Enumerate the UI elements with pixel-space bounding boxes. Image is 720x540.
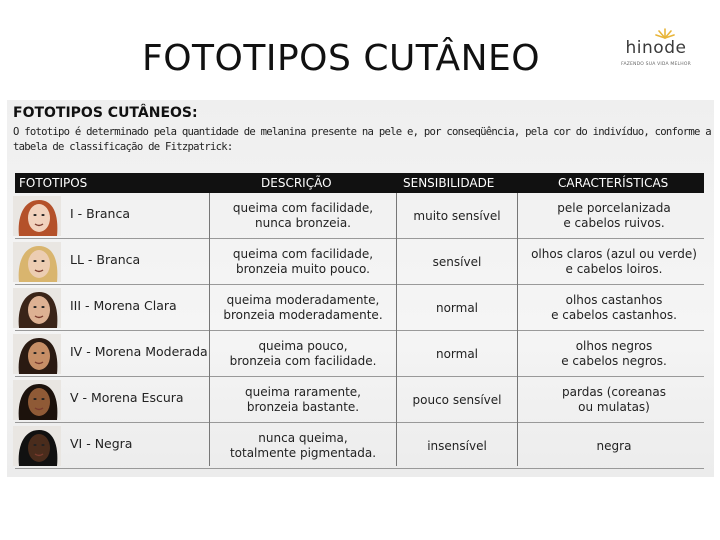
portrait-photo	[13, 380, 61, 420]
description-cell	[210, 423, 396, 469]
characteristics-cell	[519, 377, 709, 423]
table-row	[7, 331, 714, 377]
description-cell-line: nunca bronzeia.	[255, 216, 351, 230]
description-cell-line: queima raramente,	[245, 385, 361, 399]
description-cell-line: queima com facilidade,	[232, 247, 374, 261]
sensitivity-cell	[397, 377, 517, 423]
sensitivity-cell-line: insensível	[427, 438, 487, 453]
characteristics-cell-line: e cabelos castanhos.	[551, 308, 677, 322]
table-header	[15, 173, 704, 193]
description-cell-line: bronzeia moderadamente.	[223, 308, 383, 322]
portrait-photo	[13, 288, 61, 328]
brand-logo	[620, 28, 710, 72]
fototipo-label: III - Morena Clara	[70, 298, 177, 313]
description-cell-line: bronzeia bastante.	[246, 400, 360, 414]
intro-line-2: tabela de classificação de Fitzpatrick:	[13, 141, 233, 153]
characteristics-cell-line: e cabelos loiros.	[565, 262, 663, 276]
table-row	[7, 239, 714, 285]
sensitivity-cell-line: pouco sensível	[412, 392, 502, 407]
header-fototipos: FOTOTIPOS	[19, 176, 88, 190]
header-descricao: DESCRIÇÃO	[261, 176, 332, 190]
sensitivity-cell	[397, 239, 517, 285]
description-cell	[210, 331, 396, 377]
description-cell-line: totalmente pigmentada.	[229, 446, 377, 460]
description-cell	[210, 193, 396, 239]
characteristics-cell	[519, 285, 709, 331]
sensitivity-cell-line: sensível	[432, 254, 482, 269]
brand-name: hinode	[625, 38, 687, 58]
sensitivity-cell	[397, 423, 517, 469]
portrait-photo	[13, 196, 61, 236]
table-row	[7, 423, 714, 469]
characteristics-cell-line: olhos castanhos	[565, 293, 663, 307]
sensitivity-cell-line: normal	[435, 346, 479, 361]
description-cell-line: queima moderadamente,	[226, 293, 380, 307]
column-divider	[209, 193, 210, 466]
description-cell	[210, 239, 396, 285]
fototipo-label: VI - Negra	[70, 436, 133, 451]
sensitivity-cell	[397, 331, 517, 377]
brand-tagline: FAZENDO SUA VIDA MELHOR	[621, 62, 691, 67]
portrait-photo	[13, 426, 61, 466]
fototipo-label: IV - Morena Moderada	[70, 344, 208, 359]
panel-heading: FOTOTIPOS CUTÂNEOS:	[13, 105, 198, 121]
characteristics-cell	[519, 423, 709, 469]
characteristics-cell-line: pardas (coreanas	[562, 385, 666, 399]
characteristics-cell-line: ou mulatas)	[578, 400, 650, 414]
sensitivity-cell	[397, 193, 517, 239]
row-divider	[15, 468, 704, 469]
slide-title: FOTOTIPOS CUTÂNEO	[142, 38, 541, 79]
description-cell	[210, 377, 396, 423]
header-sensibilidade: SENSIBILIDADE	[403, 176, 495, 190]
fototipo-label: V - Morena Escura	[70, 390, 184, 405]
characteristics-cell-line: e cabelos negros.	[561, 354, 667, 368]
description-cell-line: nunca queima,	[258, 431, 348, 445]
characteristics-cell-line: negra	[596, 438, 632, 453]
description-cell-line: queima pouco,	[258, 339, 348, 353]
fototipo-label: LL - Branca	[70, 252, 141, 267]
description-cell	[210, 285, 396, 331]
characteristics-cell	[519, 331, 709, 377]
characteristics-cell	[519, 239, 709, 285]
table-row	[7, 285, 714, 331]
sensitivity-cell-line: normal	[435, 300, 479, 315]
sensitivity-cell-line: muito sensível	[413, 208, 501, 223]
column-divider	[396, 193, 397, 466]
fototipos-panel	[7, 100, 714, 477]
table-row	[7, 377, 714, 423]
description-cell-line: bronzeia com facilidade.	[229, 354, 377, 368]
characteristics-cell-line: olhos negros	[575, 339, 653, 353]
characteristics-cell-line: pele porcelanizada	[557, 201, 671, 215]
table-row	[7, 193, 714, 239]
panel-intro	[13, 125, 713, 155]
fototipo-label: I - Branca	[70, 206, 130, 221]
header-caracteristicas: CARACTERÍSTICAS	[558, 176, 669, 190]
characteristics-cell-line: e cabelos ruivos.	[563, 216, 665, 230]
portrait-photo	[13, 334, 61, 374]
intro-line-1: O fototipo é determinado pela quantidade de melanina presente na pele e, por conseqüência, pela cor do indivíduo, conforme a	[13, 126, 711, 138]
description-cell-line: queima com facilidade,	[232, 201, 374, 215]
characteristics-cell	[519, 193, 709, 239]
portrait-photo	[13, 242, 61, 282]
column-divider	[517, 193, 518, 466]
sensitivity-cell	[397, 285, 517, 331]
description-cell-line: bronzeia muito pouco.	[235, 262, 370, 276]
characteristics-cell-line: olhos claros (azul ou verde)	[531, 247, 697, 261]
